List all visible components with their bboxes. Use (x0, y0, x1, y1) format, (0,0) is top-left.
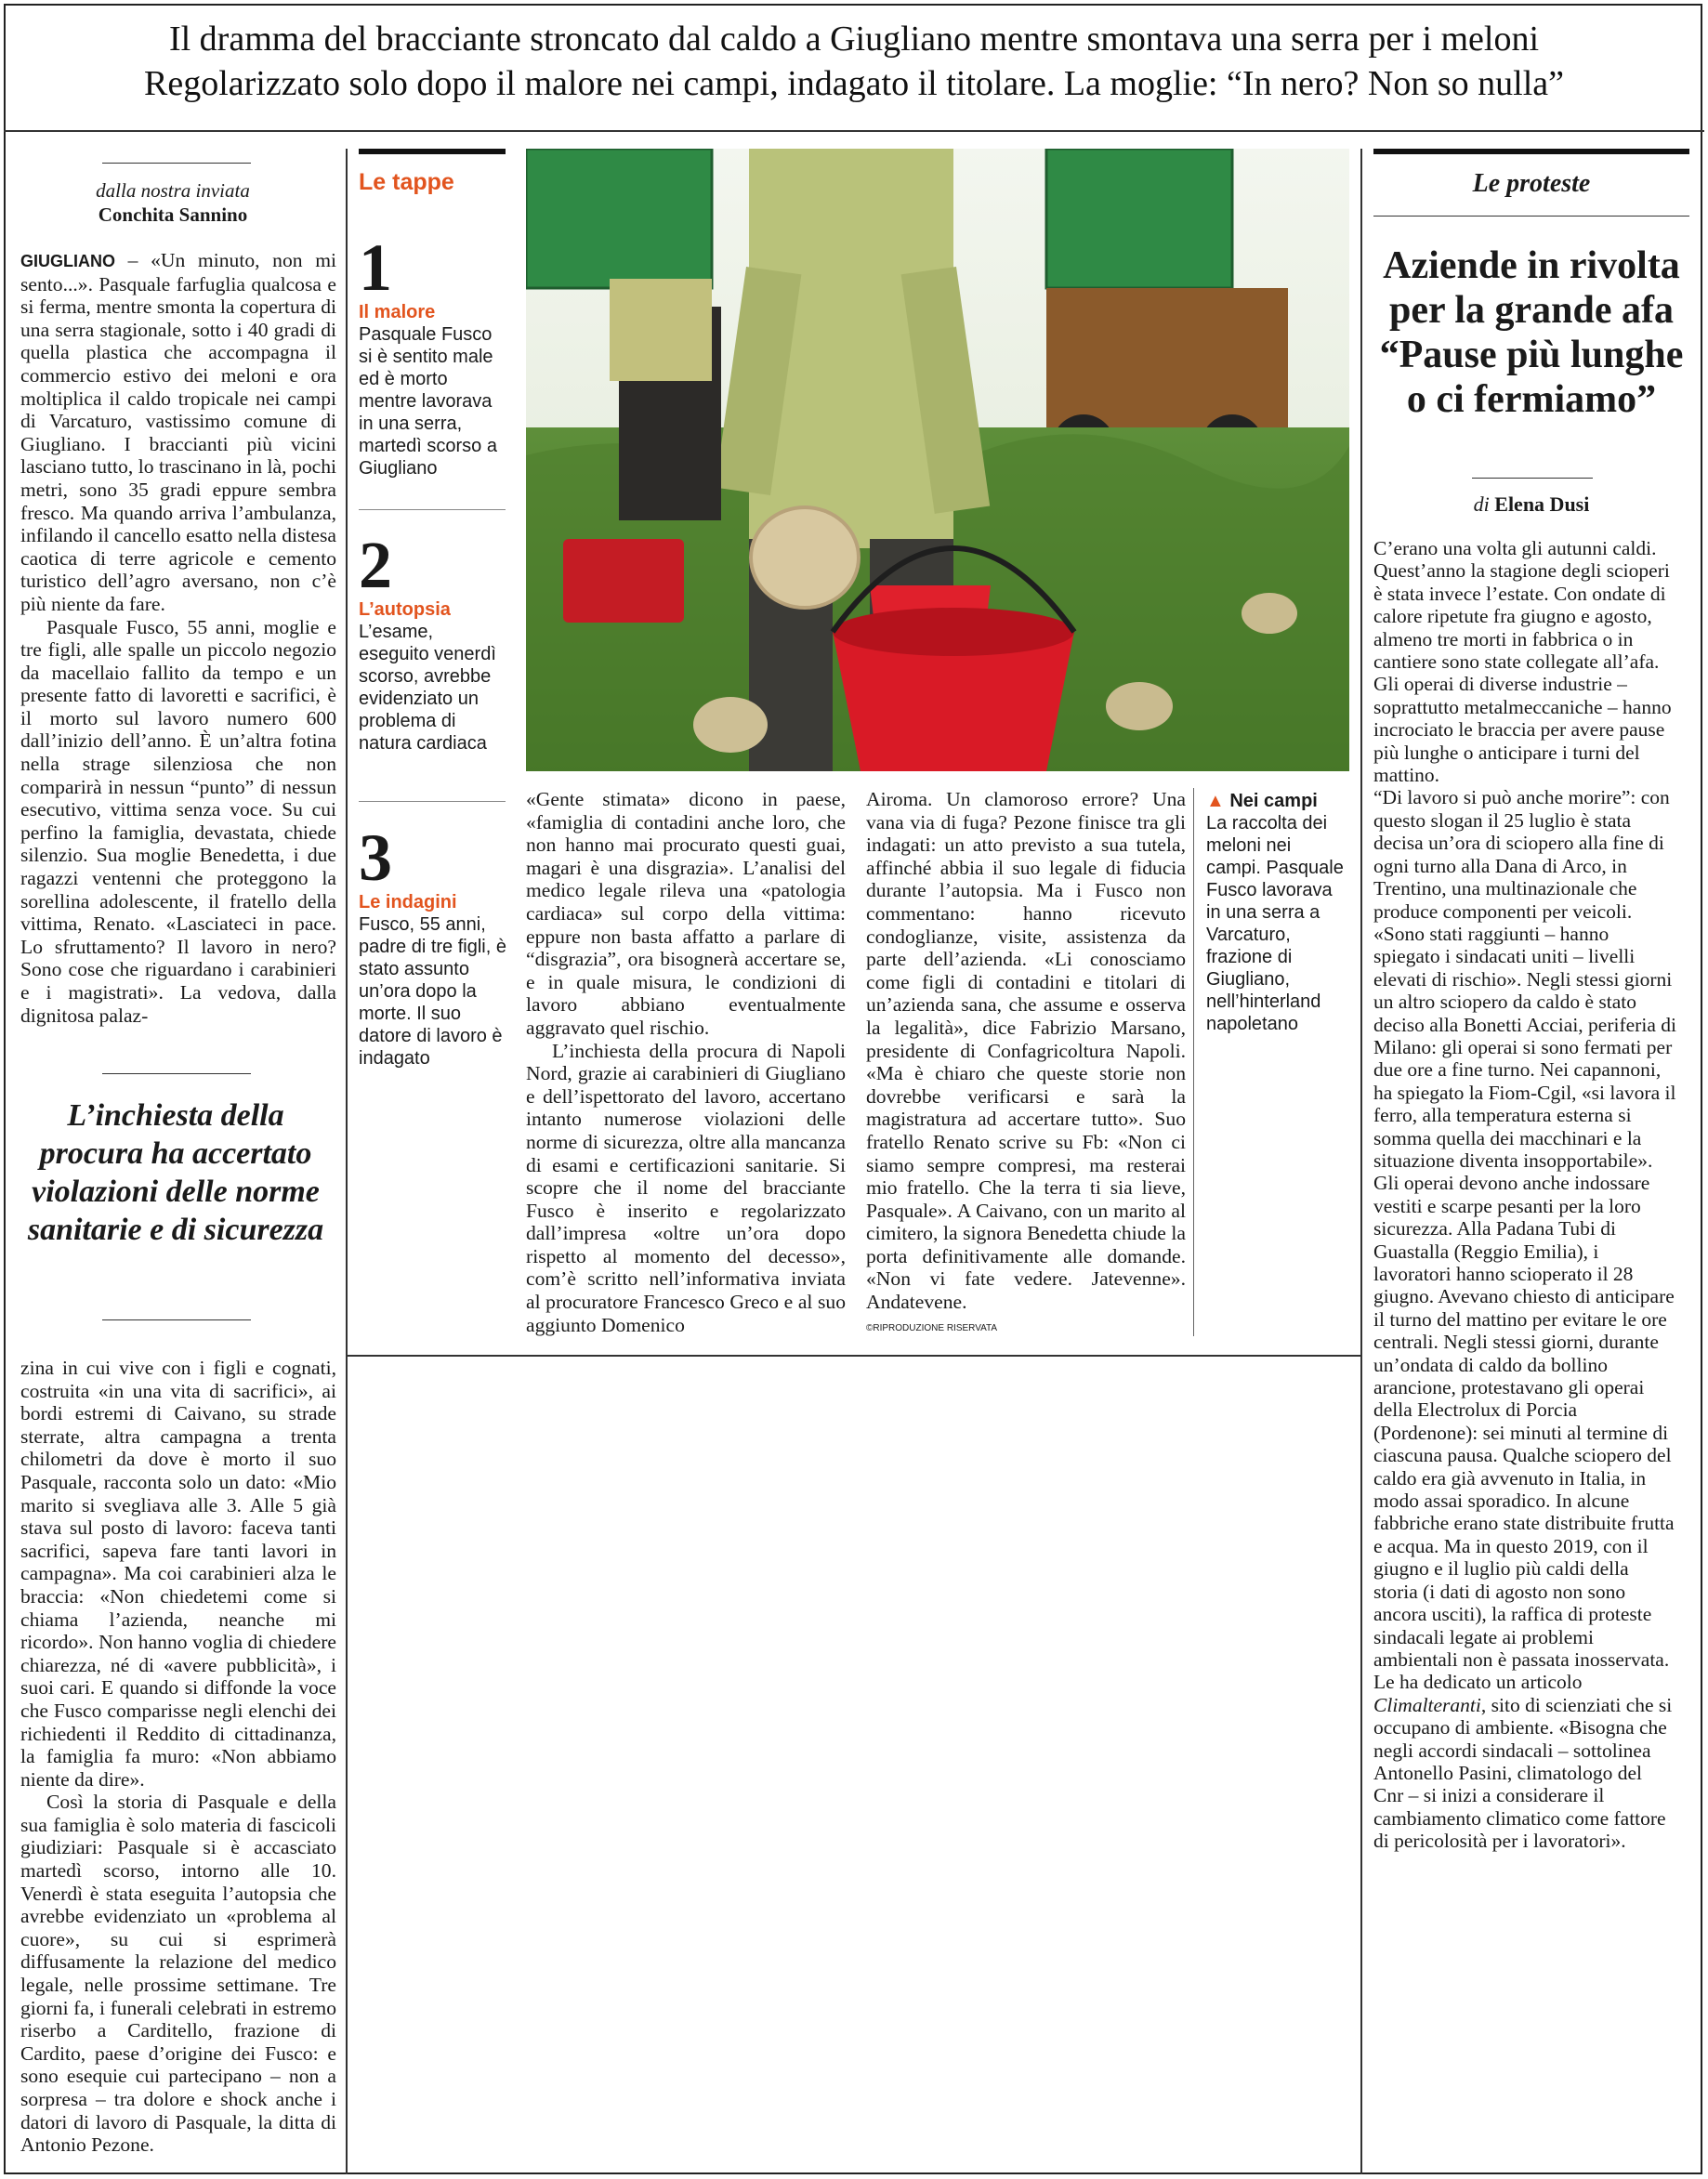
step-number: 3 (359, 820, 392, 895)
right-top-bar (1373, 149, 1689, 154)
byline (0, 178, 346, 227)
step-body: L’esame, eseguito venerdì scorso, avrebbe evidenziato un problema di natura cardiaca (359, 622, 496, 754)
dateline: GIUGLIANO (20, 252, 115, 270)
headline-line-1: Il dramma del bracciante stroncato dal caldo a Giugliano mentre smontava una serra per i meloni (168, 20, 1540, 59)
column-divider-1 (346, 149, 348, 2174)
steps-title: Le tappe (359, 169, 454, 195)
photo-illustration (526, 149, 1349, 771)
byline-label: dalla nostra inviata (96, 179, 250, 202)
pullquote-rule-bottom (102, 1319, 251, 1320)
step-divider (359, 509, 506, 510)
left-article-bottom (20, 1357, 336, 2157)
step-number: 1 (359, 230, 392, 305)
right-byline (1373, 492, 1689, 517)
header-divider (4, 130, 1704, 132)
byline-prefix: di (1473, 492, 1490, 516)
middle-column-2 (866, 788, 1186, 1340)
left-paragraph-2: Pasquale Fusco, 55 anni, moglie e tre figli, alle spalle un piccolo negozio da macellaio fallito da tempo e un presente fatto di lavoretti e sacrifici, è il morto sul lavoro numero 600 dall’inizio dell’anno. È un’altra fotina nella strage silenziosa che non comparirà in nessun “punto” di nessun esecutivo, vittima senza voce. Su cui perfino la famiglia, devastata, chiede silenzio. Sua moglie Benedetta, i due ragazzi ventenni che proteggono la sorellina adolescente, il fratello della vittima, Renato. «Lasciateci in pace. Lo sfruttamento? Il lavoro in nero? Sono cose che riguardano i carabinieri e i magistrati». La vedova, dalla dignitosa palaz- (20, 615, 336, 1027)
copyright-notice: ©RIPRODUZIONE RISERVATA (866, 1322, 998, 1333)
step-heading: L’autopsia (359, 599, 451, 620)
steps-top-bar (359, 149, 506, 154)
byline-author: Conchita Sannino (98, 203, 248, 226)
right-article (1373, 537, 1676, 1853)
photo-caption (1206, 790, 1346, 1035)
step-divider (359, 801, 506, 802)
step-body: Pasquale Fusco si è sentito male ed è morto mentre lavorava in una serra, martedì scorso a Giugliano (359, 324, 497, 479)
middle-paragraph-2: L’inchiesta della procura di Napoli Nord, grazie ai carabinieri di Giugliano e dell’ispettorato del lavoro, accertano intanto numerose violazioni delle norme di sicurezza, oltre alla mancanza di esami e certificazioni sanitarie. Si scopre che il nome del bracciante Fusco è inserito e regolarizzato dall’impresa «oltre un’ora dopo rispetto al momento del decesso», com’è scritto nell’informativa inviata al procuratore Francesco Greco e al suo aggiunto Domenico (526, 1039, 846, 1336)
column-divider-4 (1360, 149, 1362, 2174)
byline-rule-top (102, 163, 251, 164)
left-paragraph-1: GIUGLIANO – «Un minuto, non mi sento...». Pasquale farfuglia qualcosa e si ferma, mentre smonta la copertura di una serra stagionale, sotto i 40 gradi di quella plastica che accompagna il commercio estivo dei meloni e ora moltiplica il caldo tropicale nei campi di Varcaturo, vastissimo comune di Giugliano. I braccianti più vicini lasciano tutto, lo trascinano in là, pochi metri, sono 35 gradi eppure sembra fresco. Ma quando arriva l’ambulanza, infilando il cancello esatto nella distesa caotica di terre agricole e cemento turistico dell’agro aversano, non c’è più niente da fare. (20, 249, 336, 615)
byline-author: Elena Dusi (1494, 492, 1590, 516)
middle-paragraph-1: «Gente stimata» dicono in paese, «famiglia di contadini anche loro, che non hanno mai procurato questi guai, magari è una disgrazia». L’analisi del medico legale rileva una «patologia cardiaca» sul corpo della vittima: eppure non basta affatto a parlare di “disgrazia”, ora bisognerà accertare se, e in quale misura, le condizioni di lavoro abbiano eventualmente aggravato quel rischio. (526, 788, 846, 1039)
step-2 (359, 528, 507, 755)
middle-column-1 (526, 788, 846, 1336)
right-paragraph-2: “Di lavoro si può anche morire”: con questo slogan il 25 luglio è stata decisa un’ora di sciopero alla fine di ogni turno alla Dana di Arco, in Trentino, una multinazionale che produce componenti per veicoli. «Sono stati raggiunti – hanno spiegato i sindacati uniti – livelli elevati di rischio». Negli stessi giorni un altro sciopero da caldo è stato deciso alla Bonetti Acciai, periferia di Milano: gli operai si sono fermati per due ore a fine turno. Nei capannoni, ha spiegato la Fiom-Cgil, «si lavora il ferro, alla temperatura esterna si somma quella dei macchinari e la situazione diventa insopportabile». Gli operai devono anche indossare vestiti e scarpe pesanti per la loro sicurezza. Alla Padana Tubi di Guastalla (Reggio Emilia), i lavoratori hanno scioperato il 28 giugno. Avevano chiesto di anticipare il turno del mattino per evitare le ore centrali. Negli stessi giorni, durante un’ondata di caldo da bollino arancione, protestavano gli operai della Electrolux di Porcia (Pordenone): sei minuti al termine di ciascuna pausa. Qualche sciopero del caldo era già avvenuto in Italia, in modo assai sporadico. In alcune fabbriche erano state distribuite frutta e acqua. Ma in questo 2019, con il giugno e il luglio più caldi della storia (i dati di agosto non sono ancora usciti), la raffica di proteste sindacali legate ai problemi ambientali non è passata inosservata. Le ha dedicato un articolo Climalteranti, sito di scienziati che si occupano di ambiente. «Bisogna che negli accordi sindacali – sottolinea Antonello Pasini, climatologo del Cnr – si inizi a considerare il cambiamento climatico come fattore di pericolosità per i lavoratori». (1373, 786, 1676, 1853)
step-body: Fusco, 55 anni, padre di tre figli, è stato assunto un’ora dopo la morte. Il suo datore di lavoro è indagato (359, 914, 506, 1069)
right-paragraph-1: C’erano una volta gli autunni caldi. Quest’anno la stagione degli scioperi è stata invece l’estate. Con ondate di calore ripetute fra giugno e agosto, almeno tre morti in fabbrica o in cantiere sono state collegate all’afa. Gli operai di diverse industrie – soprattutto metalmeccaniche – hanno incrociato le braccia per avere pause più lunghe o anticipare i turni del mattino. (1373, 537, 1672, 787)
site-name: Climalteranti (1373, 1693, 1481, 1716)
pull-quote: L’inchiesta della procura ha accertato violazioni delle norme sanitarie e di sicurezza (27, 1098, 324, 1247)
caption-body: La raccolta dei meloni nei campi. Pasquale Fusco lavorava in una serra a Varcaturo, frazione di Giugliano, nell’hinterland napoletano (1206, 813, 1344, 1034)
caption-title-row (1206, 790, 1346, 812)
step-number: 2 (359, 528, 392, 602)
triangle-up-icon: ▲ (1206, 791, 1225, 811)
steps-box (359, 169, 507, 1069)
left-article-top (20, 249, 336, 1027)
right-byline-rule (1472, 478, 1593, 479)
middle-paragraph-3: Airoma. Un clamoroso errore? Una vana via di fuga? Pezone finisce tra gli indagati: un atto previsto a sua tutela, affinché abbia il suo legale di fiducia durante l’autopsia. Ma i Fusco non commentano: hanno ricevuto condoglianze, visite, assistenza da parte dell’azienda. «Li conosciamo come figli di contadini e titolari di un’azienda sana, che assume e osserva la legalità», dice Fabrizio Marsano, presidente di Confagricoltura Napoli. «Ma è chiaro che queste storie non dovrebbe verificarsi e sarà la magistratura ad accertare tutto». Suo fratello Renato scrive su Fb: «Non ci siamo sempre compresi, ma resterai mio fratello. Che la terra ti sia lieve, Pasquale». A Caivano, con un marito al cimitero, la signora Benedetta chiude la porta definitivamente alle domande. «Non vi fate vedere. Jatevenne». Andatevene. (866, 788, 1186, 1314)
photo-melon-harvest (526, 149, 1349, 771)
headline-line-2: Regolarizzato solo dopo il malore nei campi, indagato il titolare. La moglie: “In nero? Non so nulla” (144, 64, 1564, 103)
caption-divider (1193, 788, 1194, 1336)
pullquote-rule-top (102, 1073, 251, 1074)
caption-title: Nei campi (1229, 791, 1318, 811)
kicker-rule (1373, 216, 1689, 217)
step-1 (359, 230, 507, 479)
right-headline: Aziende in rivolta per la grande afa “Pause più lunghe o ci fermiamo” (1379, 244, 1684, 421)
left-paragraph-4: Così la storia di Pasquale e della sua famiglia è solo materia di fascicoli giudiziari: Pasquale si è accasciato martedì scorso, intorno alle 10. Venerdì è stata eseguita l’autopsia che avrebbe evidenziato un «problema al cuore», su cui si esprimerà diffusamente la relazione del medico legale, nelle prossime settimane. Tre giorni fa, i funerali celebrati in estremo riserbo a Carditello, frazione di Cardito, paese d’origine dei Fusco: e sono esequie cui partecipano – non a sorpresa – tra dolore e shock anche i datori di lavoro di Pasquale, la ditta di Antonio Pezone. (20, 1791, 336, 2157)
right-kicker: Le proteste (1472, 169, 1591, 198)
step-3 (359, 820, 507, 1070)
left-paragraph-3: zina in cui vive con i figli e cognati, costruita «in una vita di sacrifici», ai bordi estremi di Caivano, su strade sterrate, altra campagna a trenta chilometri da dove è morto il suo Pasquale, racconta solo un dato: «Mio marito si svegliava alle 3. Alle 5 già stava sul posto di lavoro: faceva tanti sacrifici, sapeva fare tanti lavori in campagna». Ma coi carabinieri alza le braccia: «Non chiedetemi come si chiama l’azienda, neanche mi ricordo». Non hanno voglia di chiedere chiarezza, né di «avere pubblicità», i suoi cari. E quando si diffonde la voce che Fusco comparisse negli elenchi dei richiedenti il Reddito di cittadinanza, la famiglia fa muro: «Non abbiamo niente da dire». (20, 1357, 336, 1791)
step-heading: Le indagini (359, 892, 457, 912)
middle-bottom-divider (348, 1355, 1360, 1357)
step-heading: Il malore (359, 302, 436, 322)
headline (0, 17, 1708, 106)
